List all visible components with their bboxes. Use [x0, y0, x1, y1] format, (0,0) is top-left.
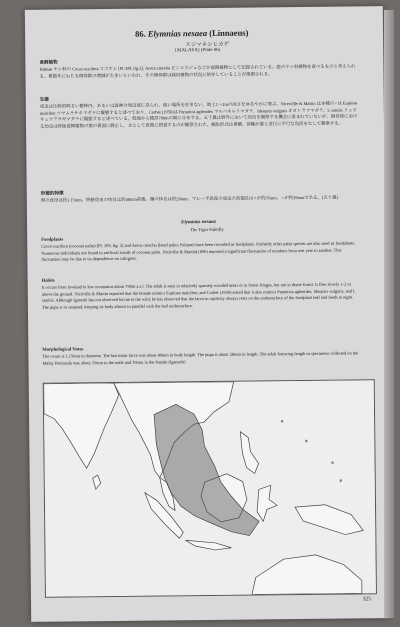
en-foodplants-heading: Foodplants: [41, 236, 64, 242]
jp-habits-text: 成虫は比較的明るい樹林内、あるいは森林の周辺部に見られ、暗い場所を好まない。地上1〜2mの高さをゆるやかに飛ぶ。Nicevillle & Martin は本種の♀は Euploea mulciber ツマムラサキマダラに擬態すると述べており、Corbet (1956)は Parantica agleoides マルバネルリマダラ、Ideopsis vulgaris オオトラフマダラ、I. similis リュウキュウアサギマダラに擬態すると述べている。低地から標高700mの間に分布する。五十嵐は野外において幼虫を観察する機会に恵まれていないが、飼育時における幼虫は終始食餌植物の葉の裏面に静止し、主として夜間に摂食するのが観察された。蛹化形式は垂蛹。体軸が葉と並行に平行な角度をなして懸垂する。: [39, 100, 358, 129]
jp-foodplants-heading: 食餌植物: [39, 59, 58, 65]
en-habits-heading: Habits: [41, 277, 55, 283]
distribution-map-svg: [44, 380, 376, 596]
en-foodplants-text: Cocos nucifera (coconut palm) [Pl. 309, fig. 2] and Areca catechu (betel palm; Palmae) have been recorded as foodplants. Probably other palm species are also used as foodplants. Numerous individuals are found in artificial stands of coconut palm. Nicéville & Martin(1896) reported a significant fluctuation of numbers from one year to another. This fluctuation may be due to its dependence on cultigens.: [41, 240, 356, 262]
page-edge-shadow: [384, 10, 394, 618]
english-common-name: The Tiger Palmfly: [190, 226, 224, 233]
species-title: [135, 28, 248, 39]
en-morphology-text: The ovum is 1.15mm in diameter. The last instar larva was about 48mm in body length. The pupa is about 28mm in length. The adult forewing length in specimens collected on the Malay Peninsula was about 35mm in the male and 39mm in the female (Igarashi): [42, 350, 359, 366]
species-author: (Linnaeus): [209, 27, 249, 38]
en-morphology-heading: Morphological Notes: [42, 346, 84, 352]
japanese-name: スジマネシヒカゲ: [185, 41, 230, 49]
jp-morphology-text: 卵の直径は約1.15mm。終齢幼虫の体長は約48mm前後。蛹の体長は約28mm。マレー半島産の成虫の前翅長は♂が約35mm、♀が約39mmである。(五十嵐): [40, 194, 339, 203]
page-number: 325: [362, 596, 372, 603]
book-page: [25, 6, 389, 622]
english-species-title: Elymnias nesaea: [181, 219, 216, 226]
species-number: 86.: [135, 28, 146, 39]
jp-morphology-heading: 形態的特徴: [40, 190, 64, 196]
species-name: Elymnias nesaea: [147, 27, 208, 39]
jp-habits-heading: 生態: [39, 96, 49, 102]
distribution-map: [43, 379, 377, 597]
region-plate: [MALAYA] [Plate 86]: [175, 47, 221, 54]
jp-foodplants-text: Palmae ヤシ科の Cocos nucifera ココヤシ [Pl.309, fig.2], Areca catechu ビンロウジュなどが食餌植物として記録されている。庭のヤシ科植物を食べるものと考えられる。複数年にわたる個体数の増減が大きいといわれ、その個体群は栽培植物の状況に依存していることが推測される。: [39, 63, 356, 79]
en-habits-text: It occurs from lowland to low mountains about 700m a.s.l. The adult is seen in relatively sparsely wooded areas or in forest fringes, but not in dense forest. It flies slowly 1-2 m above the ground. Nicéville & Martin reported that the female mimics Euploea mulciber, and Corbet (1956) stated that it also mimics Parantica agleoides, Ideopsis vulgaris, and I. similis. Although Igarashi has not observed larvae in the wild, he has observed that the larva in captivity always rests on the undersurface of the foodplant leaf and feeds at night. The pupa is in suspend, keeping its body almost in parallel with the leaf undersurface.: [41, 281, 356, 310]
